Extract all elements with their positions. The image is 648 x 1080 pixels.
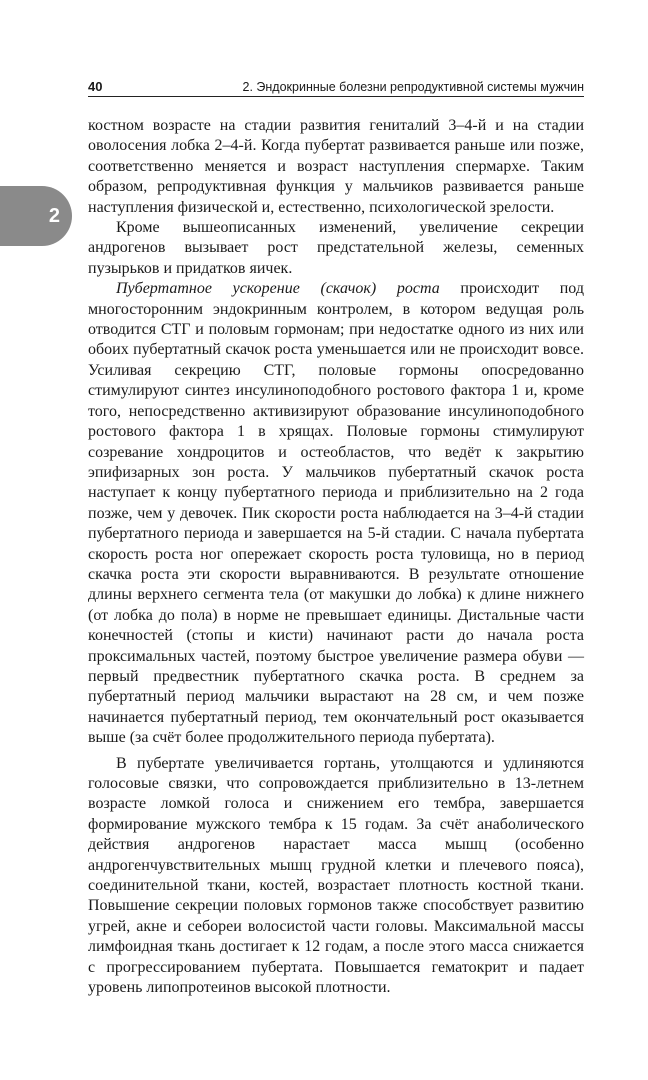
chapter-tab xyxy=(0,186,72,246)
chapter-number: 2 xyxy=(48,205,60,227)
body-text xyxy=(88,116,584,998)
page-number: 40 xyxy=(88,79,103,94)
paragraph-4-text: В пубертате увеличивается гортань, утолщаются и удлиняются голосовые связки, что сопровождается приблизительно в 13-летнем возрасте ломкой голоса и снижением его тембра, завершается формирование мужского тембра к 15 годам. За счёт анаболического действия андрогенов нарастает масса мышц (особенно андрогенчувствительных мышц грудной клетки и плечевого пояса), соединительной ткани, костей, возрастает плотность костной ткани. Повышение секреции половых гормонов также способствует развитию угрей, акне и себореи волосистой части головы. Максимальной массы лимфоидная ткань достигает к 12 годам, а после этого масса снижается с прогрессированием пубертата. Повышается гематокрит и падает уровень липопротеинов высокой плотности. xyxy=(88,754,584,997)
paragraph-1-text: костном возрасте на стадии развития гениталий 3–4-й и на стадии оволосения лобка 2–4-й. Когда пубертат развивается раньше или позже, соответственно меняется и возраст наступления спермархе. Таким образом, репродуктивная функция у мальчиков развивается раньше наступления физической и, естественно, психологической зрелости. xyxy=(88,117,584,216)
paragraph-2 xyxy=(88,218,584,279)
page-header xyxy=(88,78,584,97)
paragraph-1 xyxy=(88,116,584,218)
paragraph-3 xyxy=(88,279,584,748)
paragraph-4 xyxy=(88,754,584,999)
paragraph-3-text: происходит под многосторонним эндокринным контролем, в котором ведущая роль отводится СТГ и половым гормонам; при недостатке одного из них или обоих пубертатный скачок роста уменьшается или не происходит вовсе. Усиливая секрецию СТГ, половые гормоны опосредованно стимулируют синтез инсулиноподобного ростового фактора 1 и, кроме того, непосредственно активизируют образование инсулиноподобного ростового фактора 1 в хрящах. Половые гормоны стимулируют созревание хондроцитов и остеобластов, что ведёт к закрытию эпифизарных зон роста. У мальчиков пубертатный скачок роста наступает к концу пубертатного периода и приблизительно на 2 года позже, чем у девочек. Пик скорости роста наблюдается на 3–4-й стадии пубертатного периода и завершается на 5-й стадии. С начала пубертата скорость роста ног опережает скорость роста туловища, но в период скачка роста эти скорости выравниваются. В результате отношение длины верхнего сегмента тела (от макушки до лобка) к длине нижнего (от лобка до пола) в норме не превышает единицы. Дистальные части конечностей (стопы и кисти) начинают расти до начала роста проксимальных частей, поэтому быстрое увеличение размера обуви — первый предвестник пубертатного скачка роста. В среднем за пубертатный период мальчики вырастают на 28 см, и чем позже начинается пубертатный период, тем окончательный рост оказывается выше (за счёт более продолжительного периода пубертата). xyxy=(88,280,584,747)
running-title: 2. Эндокринные болезни репродуктивной системы мужчин xyxy=(242,80,584,94)
paragraph-3-italic-term: Пубертатное ускорение (скачок) роста xyxy=(116,280,440,298)
paragraph-2-text: Кроме вышеописанных изменений, увеличение секреции андрогенов вызывает рост предстательной железы, семенных пузырьков и придатков яичек. xyxy=(88,219,584,277)
